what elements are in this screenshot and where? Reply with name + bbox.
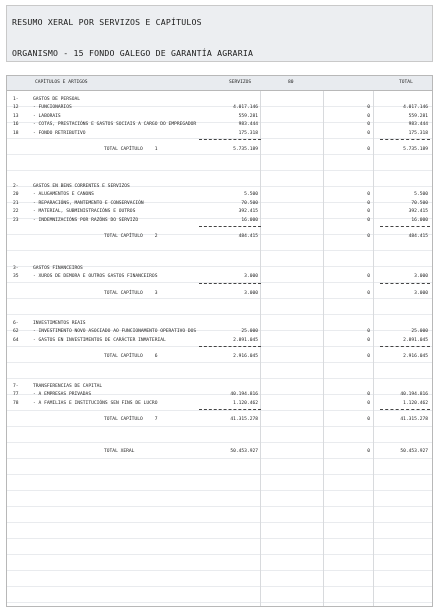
header-capitulos: CAPÍTULOS E ARTIGOS xyxy=(35,80,88,85)
value-80: 983.444 xyxy=(238,122,258,128)
total-value-col2: 0 xyxy=(367,417,370,423)
value-total: 559.281 xyxy=(408,113,428,119)
value-80: 70.500 xyxy=(241,200,258,206)
value-total: 16.000 xyxy=(411,217,428,223)
article-description: - FUNCIONARIOS xyxy=(33,105,72,111)
table-row xyxy=(7,217,432,225)
table-row xyxy=(7,104,432,112)
chapter-code: 6- xyxy=(13,321,19,326)
chapter-heading-row xyxy=(7,320,432,328)
chapter-code: 7- xyxy=(13,384,19,389)
table-row xyxy=(7,328,432,336)
grand-total-total: 50.453.927 xyxy=(400,449,428,454)
value-col2: 0 xyxy=(367,130,370,136)
total-chapter-number: 2 xyxy=(154,234,158,240)
grand-total-col2: 0 xyxy=(367,449,370,454)
value-total: 25.000 xyxy=(411,329,428,335)
chapter-code: 3- xyxy=(13,266,19,271)
total-chapter-number: 1 xyxy=(154,147,158,153)
grand-total-row xyxy=(7,448,432,456)
value-total: 3.000 xyxy=(414,274,428,280)
article-description: - FONDO RETRIBUTIVO xyxy=(33,130,86,136)
total-value-total: 5.735.189 xyxy=(403,147,428,153)
total-label-text: TOTAL CAPÍTULO xyxy=(104,417,143,423)
value-80: 25.000 xyxy=(241,329,258,335)
article-code: 62 xyxy=(13,329,19,335)
chapter-total-row xyxy=(7,233,432,241)
chapter-code: 2- xyxy=(13,184,19,189)
table-row xyxy=(7,337,432,345)
value-80: 2.891.045 xyxy=(233,337,258,343)
grand-total-80: 50.453.927 xyxy=(230,449,258,454)
total-value-80: 5.735.189 xyxy=(233,147,258,153)
total-chapter-number: 3 xyxy=(154,290,158,296)
article-code: 35 xyxy=(13,274,19,280)
value-col2: 0 xyxy=(367,122,370,128)
value-80: 392.415 xyxy=(238,209,258,215)
chapter-total-row xyxy=(7,416,432,424)
subtotal-rule xyxy=(199,139,261,140)
article-code: 13 xyxy=(13,113,19,119)
table-row xyxy=(7,191,432,199)
table-row xyxy=(7,208,432,216)
chapter-total-label xyxy=(104,233,158,241)
total-value-col2: 0 xyxy=(367,147,370,153)
value-col2: 0 xyxy=(367,400,370,406)
chapter-total-row xyxy=(7,290,432,298)
chapter-total-label xyxy=(104,146,158,154)
chapter-code: 1- xyxy=(13,97,19,102)
article-code: 21 xyxy=(13,200,19,206)
value-total: 5.500 xyxy=(414,192,428,198)
header-col-80: 80 xyxy=(288,80,294,85)
report-title: RESUMO XERAL POR SERVIZOS E CAPÍTULOS xyxy=(12,17,202,27)
article-description: - INVESTIMENTO NOVO ASOCIADO AO FUNCIONAMENTO OPERATIVO DOS xyxy=(33,329,197,335)
total-value-80: 484.415 xyxy=(238,234,258,240)
article-code: 78 xyxy=(13,400,19,406)
article-description: - A EMPRESAS PRIVADAS xyxy=(33,392,92,398)
chapter-title: GASTOS EN BENS CORRENTES E SERVIZOS xyxy=(33,184,130,189)
value-80: 3.000 xyxy=(244,274,258,280)
value-80: 1.120.462 xyxy=(233,400,258,406)
chapter-total-label xyxy=(104,353,158,361)
value-total: 392.415 xyxy=(408,209,428,215)
value-col2: 0 xyxy=(367,192,370,198)
value-col2: 0 xyxy=(367,392,370,398)
article-code: 16 xyxy=(13,122,19,128)
value-total: 2.891.045 xyxy=(403,337,428,343)
table-row xyxy=(7,121,432,129)
value-80: 559.281 xyxy=(238,113,258,119)
chapter-heading-row xyxy=(7,265,432,273)
value-total: 1.120.462 xyxy=(403,400,428,406)
chapter-heading-row xyxy=(7,183,432,191)
total-value-total: 484.415 xyxy=(408,234,428,240)
subtotal-rule xyxy=(199,226,261,227)
table-row xyxy=(7,113,432,121)
header-servizos: SERVIZOS xyxy=(229,80,252,85)
total-value-80: 3.000 xyxy=(244,290,258,296)
subtotal-rule xyxy=(199,283,261,284)
article-code: 23 xyxy=(13,217,19,223)
chapter-title: INVESTIMENTOS REAIS xyxy=(33,321,86,326)
table-row xyxy=(7,200,432,208)
article-description: - REPARACIÓNS, MANTEMENTO E CONSERVACIÓN xyxy=(33,200,144,206)
total-value-80: 41.315.278 xyxy=(230,417,258,423)
value-col2: 0 xyxy=(367,209,370,215)
table-row xyxy=(7,400,432,408)
grand-total-label: TOTAL XERAL xyxy=(104,449,135,454)
value-col2: 0 xyxy=(367,274,370,280)
total-value-80: 2.916.045 xyxy=(233,354,258,360)
value-col2: 0 xyxy=(367,113,370,119)
table-row xyxy=(7,273,432,281)
value-total: 4.017.146 xyxy=(403,105,428,111)
value-col2: 0 xyxy=(367,337,370,343)
chapter-heading-row xyxy=(7,96,432,104)
subtotal-rule xyxy=(380,139,430,140)
article-description: - LABORAIS xyxy=(33,113,61,119)
article-description: - COTAS, PRESTACIÓNS E GASTOS SOCIAIS A CARGO DO EMPREGADOR xyxy=(33,122,197,128)
table-row xyxy=(7,391,432,399)
header-total: TOTAL xyxy=(399,80,413,85)
article-description: - GASTOS EN INVESTIMENTOS DE CARÁCTER INMATERIAL xyxy=(33,337,166,343)
article-description: - A FAMILIAS E INSTITUCIÓNS SEN FINS DE LUCRO xyxy=(33,400,158,406)
chapter-title: TRANSFERENCIAS DE CAPITAL xyxy=(33,384,103,389)
total-label-text: TOTAL CAPÍTULO xyxy=(104,354,143,360)
budget-table xyxy=(6,75,433,607)
value-80: 40.194.816 xyxy=(230,392,258,398)
article-description: - MATERIAL, SUBMINISTRACIÓNS E OUTROS xyxy=(33,209,136,215)
value-col2: 0 xyxy=(367,217,370,223)
total-value-col2: 0 xyxy=(367,290,370,296)
chapter-total-label xyxy=(104,416,158,424)
total-value-col2: 0 xyxy=(367,354,370,360)
total-label-text: TOTAL CAPÍTULO xyxy=(104,147,143,153)
article-code: 22 xyxy=(13,209,19,215)
value-80: 4.017.146 xyxy=(233,105,258,111)
organism-title: ORGANISMO - 15 FONDO GALEGO DE GARANTÍA AGRARIA xyxy=(12,48,254,58)
total-value-col2: 0 xyxy=(367,234,370,240)
article-code: 20 xyxy=(13,192,19,198)
subtotal-rule xyxy=(199,409,261,410)
value-total: 70.500 xyxy=(411,200,428,206)
value-col2: 0 xyxy=(367,329,370,335)
value-col2: 0 xyxy=(367,200,370,206)
value-total: 40.194.816 xyxy=(400,392,428,398)
report-header xyxy=(6,5,433,62)
chapter-heading-row xyxy=(7,383,432,391)
total-chapter-number: 6 xyxy=(154,354,158,360)
value-total: 175.318 xyxy=(408,130,428,136)
article-description: - XUROS DE DEMORA E OUTROS GASTOS FINANCEIROS xyxy=(33,274,158,280)
chapter-total-row xyxy=(7,353,432,361)
chapter-title: GASTOS DE PERSOAL xyxy=(33,97,81,102)
article-code: 77 xyxy=(13,392,19,398)
subtotal-rule xyxy=(199,346,261,347)
value-80: 16.000 xyxy=(241,217,258,223)
value-col2: 0 xyxy=(367,105,370,111)
total-value-total: 3.000 xyxy=(414,290,428,296)
value-80: 5.500 xyxy=(244,192,258,198)
subtotal-rule xyxy=(380,346,430,347)
article-description: - INDEMNIZACIÓNS POR RAZÓNS DO SERVIZO xyxy=(33,217,139,223)
chapter-total-row xyxy=(7,146,432,154)
article-code: 64 xyxy=(13,337,19,343)
subtotal-rule xyxy=(380,409,430,410)
subtotal-rule xyxy=(380,226,430,227)
subtotal-rule xyxy=(380,283,430,284)
total-label-text: TOTAL CAPÍTULO xyxy=(104,234,143,240)
article-description: - ALUGAMENTOS E CANONS xyxy=(33,192,94,198)
total-label-text: TOTAL CAPÍTULO xyxy=(104,290,143,296)
table-row xyxy=(7,130,432,138)
total-value-total: 41.315.278 xyxy=(400,417,428,423)
chapter-total-label xyxy=(104,290,158,298)
value-80: 175.318 xyxy=(238,130,258,136)
article-code: 12 xyxy=(13,105,19,111)
value-total: 983.444 xyxy=(408,122,428,128)
total-chapter-number: 7 xyxy=(154,417,158,423)
table-header xyxy=(7,76,432,91)
article-code: 18 xyxy=(13,130,19,136)
chapter-title: GASTOS FINANCEIROS xyxy=(33,266,83,271)
total-value-total: 2.916.045 xyxy=(403,354,428,360)
